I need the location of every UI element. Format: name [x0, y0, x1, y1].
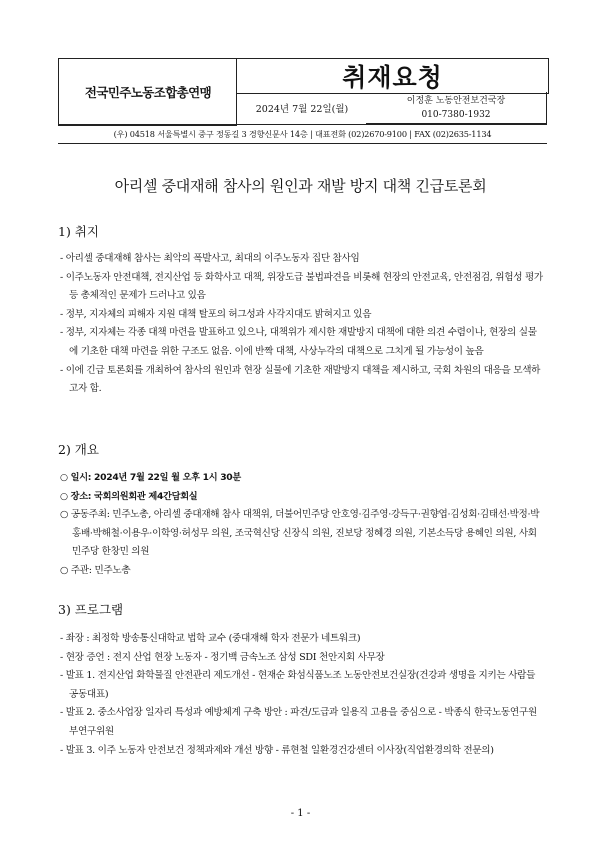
- press-title: 취재요청: [342, 63, 443, 92]
- address-bar: (우) 04518 서울특별시 중구 정동길 3 경향신문사 14층 | 대표전화 (02)2670-9100 | FAX (02)2635-1134: [58, 124, 547, 144]
- list-item: - 좌장 : 최정학 방송통신대학교 법학 교수 (중대재해 학자 전문가 네트워크): [60, 633, 361, 644]
- main-title: 아리셀 중대재해 참사의 원인과 재발 방지 대책 긴급토론회: [114, 177, 487, 195]
- list-item: - 이주노동자 안전대책, 전지산업 등 화학사고 대책, 위장도급 불법파견을 비롯해 현장의 안전교육, 안전점검, 위험성 평가 등 총체적인 문제가 드러나고 있음: [60, 271, 543, 302]
- date-box: [236, 92, 367, 125]
- section-heading-program: 3) 프로그램: [58, 602, 124, 617]
- contact-name: 이정훈 노동안전보건국장: [406, 96, 506, 106]
- list-item: - 발표 3. 이주 노동자 안전보건 정책과제와 개선 방향 - 류현철 일환경건강센터 이사장(직업환경의학 전문의): [60, 744, 494, 756]
- org-name: 전국민주노동조합총연맹: [84, 85, 212, 100]
- list-item: ○ 공동주최: 민주노총, 아리셀 중대재해 참사 대책위, 더불어민주당 안호영·김주영·강득구·권향엽·김성회·김태선·박정·박홍배·박해철·이용우·이학영·허성무 의원, 조국혁신당 신장식 의원, 진보당 정혜경 의원, 기본소득당 용혜인 의원, 사회민주당 한창민 의원: [60, 509, 540, 558]
- list-item: - 현장 증언 : 전지 산업 현장 노동자 - 정기백 금속노조 삼성 SDI 천안지회 사무장: [60, 651, 385, 663]
- list-item: - 아리셀 중대재해 참사는 최악의 폭발사고, 최대의 이주노동자 집단 참사임: [60, 253, 360, 264]
- list-item: - 정부, 지자체는 각종 대책 마련을 발표하고 있으나, 대책위가 제시한 재발방지 대책에 대한 의견 수렴이나, 현장의 실물에 기초한 대책 마련을 위한 구조도 없음. 이에 반짝 대책, 사상누각의 대책으로 그치게 될 가능성이 높음: [60, 327, 537, 357]
- title-box: [236, 58, 549, 94]
- section-body-program: [60, 630, 545, 760]
- section-heading-purpose: 1) 취지: [58, 224, 99, 239]
- list-item: - 이에 긴급 토론회를 개최하여 참사의 원인과 현장 실물에 기초한 재발방지 대책을 제시하고, 국회 차원의 대응을 모색하고자 함.: [60, 364, 541, 395]
- list-item: ○ 장소: 국회의원회관 제4간담회실: [60, 490, 198, 502]
- contact-phone: 010-7380-1932: [421, 110, 491, 120]
- section-heading-overview: 2) 개요: [58, 442, 99, 457]
- list-item: ○ 일시: 2024년 7월 22일 월 오후 1시 30분: [60, 472, 241, 483]
- list-item: - 발표 1. 전지산업 화학물질 안전관리 제도개선 - 현재순 화섬식품노조 노동안전보건실장(건강과 생명을 지키는 사람들 공동대표): [60, 670, 536, 700]
- press-date: 2024년 7월 22일(월): [255, 104, 349, 115]
- org-box: [58, 58, 237, 126]
- list-item: - 정부, 지자체의 피해자 지원 대책 탈포의 허그성과 사각지대도 밝혀지고 있음: [60, 308, 372, 320]
- section-body-purpose: [60, 250, 545, 399]
- section-body-overview: [60, 469, 545, 581]
- list-item: ○ 주관: 민주노총: [60, 564, 131, 576]
- page-number: - 1 -: [290, 808, 311, 819]
- list-item: - 발표 2. 중소사업장 일자리 특성과 예방체계 구축 방안 : 파견/도급과 일용직 고용을 중심으로 - 박종식 한국노동연구원 부연구위원: [60, 707, 537, 737]
- contact-box: [366, 92, 547, 124]
